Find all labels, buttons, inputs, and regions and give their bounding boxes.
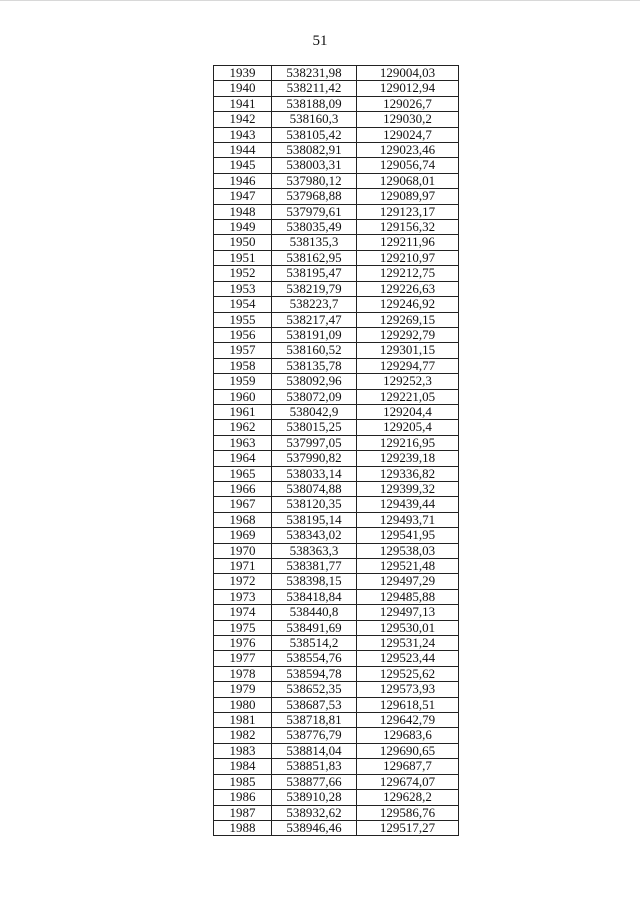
- year-cell: 1941: [214, 96, 272, 111]
- value-b-cell: 129336,82: [357, 466, 459, 481]
- value-a-cell: 538554,76: [272, 651, 357, 666]
- year-cell: 1967: [214, 497, 272, 512]
- year-cell: 1947: [214, 189, 272, 204]
- value-a-cell: 538015,25: [272, 420, 357, 435]
- year-cell: 1949: [214, 220, 272, 235]
- year-cell: 1976: [214, 636, 272, 651]
- table-body: [214, 66, 459, 836]
- value-a-cell: 538092,96: [272, 374, 357, 389]
- value-a-cell: 538514,2: [272, 636, 357, 651]
- year-cell: 1939: [214, 66, 272, 81]
- value-b-cell: 129687,7: [357, 759, 459, 774]
- value-b-cell: 129210,97: [357, 250, 459, 265]
- year-cell: 1973: [214, 589, 272, 604]
- value-b-cell: 129493,71: [357, 512, 459, 527]
- table-row: [214, 297, 459, 312]
- table-row: [214, 435, 459, 450]
- value-b-cell: 129156,32: [357, 220, 459, 235]
- year-cell: 1959: [214, 374, 272, 389]
- value-a-cell: 538217,47: [272, 312, 357, 327]
- table-row: [214, 728, 459, 743]
- table-row: [214, 66, 459, 81]
- year-cell: 1946: [214, 173, 272, 188]
- year-cell: 1966: [214, 481, 272, 496]
- year-cell: 1951: [214, 250, 272, 265]
- table-row: [214, 204, 459, 219]
- table-row: [214, 774, 459, 789]
- table-row: [214, 512, 459, 527]
- value-b-cell: 129690,65: [357, 743, 459, 758]
- year-cell: 1978: [214, 666, 272, 681]
- year-cell: 1986: [214, 790, 272, 805]
- year-cell: 1981: [214, 713, 272, 728]
- year-cell: 1983: [214, 743, 272, 758]
- year-cell: 1984: [214, 759, 272, 774]
- value-b-cell: 129439,44: [357, 497, 459, 512]
- table-row: [214, 112, 459, 127]
- table-row: [214, 374, 459, 389]
- value-b-cell: 129573,93: [357, 682, 459, 697]
- year-cell: 1960: [214, 389, 272, 404]
- value-a-cell: 538195,14: [272, 512, 357, 527]
- table-row: [214, 543, 459, 558]
- table-row: [214, 559, 459, 574]
- value-a-cell: 538135,78: [272, 358, 357, 373]
- value-a-cell: 538491,69: [272, 620, 357, 635]
- table-row: [214, 682, 459, 697]
- year-cell: 1969: [214, 528, 272, 543]
- year-cell: 1950: [214, 235, 272, 250]
- table-row: [214, 127, 459, 142]
- value-a-cell: 538851,83: [272, 759, 357, 774]
- table-row: [214, 636, 459, 651]
- table-row: [214, 666, 459, 681]
- table-row: [214, 358, 459, 373]
- value-b-cell: 129525,62: [357, 666, 459, 681]
- value-b-cell: 129541,95: [357, 528, 459, 543]
- table-row: [214, 651, 459, 666]
- value-a-cell: 538035,49: [272, 220, 357, 235]
- value-b-cell: 129239,18: [357, 451, 459, 466]
- value-a-cell: 537968,88: [272, 189, 357, 204]
- value-b-cell: 129294,77: [357, 358, 459, 373]
- year-cell: 1987: [214, 805, 272, 820]
- year-cell: 1961: [214, 404, 272, 419]
- value-a-cell: 538652,35: [272, 682, 357, 697]
- year-cell: 1944: [214, 143, 272, 158]
- table-row: [214, 697, 459, 712]
- value-b-cell: 129023,46: [357, 143, 459, 158]
- value-b-cell: 129485,88: [357, 589, 459, 604]
- table-row: [214, 81, 459, 96]
- value-b-cell: 129056,74: [357, 158, 459, 173]
- value-b-cell: 129586,76: [357, 805, 459, 820]
- value-a-cell: 538932,62: [272, 805, 357, 820]
- year-cell: 1962: [214, 420, 272, 435]
- value-a-cell: 538594,78: [272, 666, 357, 681]
- value-b-cell: 129216,95: [357, 435, 459, 450]
- table-row: [214, 481, 459, 496]
- value-a-cell: 538072,09: [272, 389, 357, 404]
- table-row: [214, 759, 459, 774]
- table-row: [214, 220, 459, 235]
- table-row: [214, 389, 459, 404]
- table-row: [214, 713, 459, 728]
- value-a-cell: 538160,3: [272, 112, 357, 127]
- year-cell: 1985: [214, 774, 272, 789]
- table-row: [214, 96, 459, 111]
- table-row: [214, 158, 459, 173]
- value-b-cell: 129517,27: [357, 820, 459, 835]
- year-cell: 1968: [214, 512, 272, 527]
- year-cell: 1963: [214, 435, 272, 450]
- value-a-cell: 538418,84: [272, 589, 357, 604]
- table-row: [214, 327, 459, 342]
- value-b-cell: 129618,51: [357, 697, 459, 712]
- table-row: [214, 266, 459, 281]
- value-b-cell: 129221,05: [357, 389, 459, 404]
- table-row: [214, 466, 459, 481]
- year-cell: 1964: [214, 451, 272, 466]
- year-cell: 1965: [214, 466, 272, 481]
- value-b-cell: 129211,96: [357, 235, 459, 250]
- value-a-cell: 538219,79: [272, 281, 357, 296]
- value-a-cell: 538718,81: [272, 713, 357, 728]
- table-row: [214, 620, 459, 635]
- value-b-cell: 129531,24: [357, 636, 459, 651]
- year-cell: 1988: [214, 820, 272, 835]
- year-cell: 1957: [214, 343, 272, 358]
- value-a-cell: 538082,91: [272, 143, 357, 158]
- value-a-cell: 538814,04: [272, 743, 357, 758]
- value-a-cell: 538776,79: [272, 728, 357, 743]
- value-b-cell: 129089,97: [357, 189, 459, 204]
- table-row: [214, 497, 459, 512]
- table-row: [214, 820, 459, 835]
- value-a-cell: 538363,3: [272, 543, 357, 558]
- table-row: [214, 250, 459, 265]
- value-b-cell: 129523,44: [357, 651, 459, 666]
- value-a-cell: 538440,8: [272, 605, 357, 620]
- year-cell: 1974: [214, 605, 272, 620]
- value-a-cell: 538381,77: [272, 559, 357, 574]
- value-b-cell: 129530,01: [357, 620, 459, 635]
- year-cell: 1940: [214, 81, 272, 96]
- value-b-cell: 129012,94: [357, 81, 459, 96]
- value-a-cell: 537997,05: [272, 435, 357, 450]
- table-row: [214, 143, 459, 158]
- value-a-cell: 538877,66: [272, 774, 357, 789]
- value-a-cell: 538042,9: [272, 404, 357, 419]
- value-b-cell: 129212,75: [357, 266, 459, 281]
- year-cell: 1971: [214, 559, 272, 574]
- table-row: [214, 790, 459, 805]
- coordinates-table: [213, 65, 459, 836]
- value-a-cell: 538191,09: [272, 327, 357, 342]
- table-row: [214, 528, 459, 543]
- value-b-cell: 129246,92: [357, 297, 459, 312]
- value-a-cell: 538211,42: [272, 81, 357, 96]
- table-row: [214, 451, 459, 466]
- year-cell: 1952: [214, 266, 272, 281]
- value-a-cell: 538231,98: [272, 66, 357, 81]
- value-a-cell: 538343,02: [272, 528, 357, 543]
- value-a-cell: 538946,46: [272, 820, 357, 835]
- value-b-cell: 129521,48: [357, 559, 459, 574]
- value-b-cell: 129674,07: [357, 774, 459, 789]
- table-row: [214, 589, 459, 604]
- table-row: [214, 189, 459, 204]
- scan-edge-line: [0, 0, 640, 1]
- year-cell: 1980: [214, 697, 272, 712]
- table-row: [214, 420, 459, 435]
- value-a-cell: 538135,3: [272, 235, 357, 250]
- table-row: [214, 281, 459, 296]
- table-row: [214, 312, 459, 327]
- value-b-cell: 129204,4: [357, 404, 459, 419]
- value-b-cell: 129226,63: [357, 281, 459, 296]
- value-a-cell: 538162,95: [272, 250, 357, 265]
- value-a-cell: 538188,09: [272, 96, 357, 111]
- value-a-cell: 538687,53: [272, 697, 357, 712]
- year-cell: 1943: [214, 127, 272, 142]
- year-cell: 1958: [214, 358, 272, 373]
- table-row: [214, 743, 459, 758]
- value-a-cell: 538160,52: [272, 343, 357, 358]
- year-cell: 1955: [214, 312, 272, 327]
- table-row: [214, 404, 459, 419]
- year-cell: 1956: [214, 327, 272, 342]
- value-b-cell: 129292,79: [357, 327, 459, 342]
- value-a-cell: 538910,28: [272, 790, 357, 805]
- value-a-cell: 537990,82: [272, 451, 357, 466]
- year-cell: 1979: [214, 682, 272, 697]
- value-a-cell: 538033,14: [272, 466, 357, 481]
- value-b-cell: 129252,3: [357, 374, 459, 389]
- value-b-cell: 129024,7: [357, 127, 459, 142]
- value-b-cell: 129628,2: [357, 790, 459, 805]
- value-b-cell: 129026,7: [357, 96, 459, 111]
- year-cell: 1948: [214, 204, 272, 219]
- value-b-cell: 129497,13: [357, 605, 459, 620]
- value-b-cell: 129269,15: [357, 312, 459, 327]
- table-row: [214, 805, 459, 820]
- value-b-cell: 129642,79: [357, 713, 459, 728]
- table-row: [214, 343, 459, 358]
- year-cell: 1954: [214, 297, 272, 312]
- year-cell: 1970: [214, 543, 272, 558]
- year-cell: 1942: [214, 112, 272, 127]
- value-b-cell: 129399,32: [357, 481, 459, 496]
- value-b-cell: 129497,29: [357, 574, 459, 589]
- value-a-cell: 538398,15: [272, 574, 357, 589]
- year-cell: 1972: [214, 574, 272, 589]
- value-a-cell: 537980,12: [272, 173, 357, 188]
- year-cell: 1975: [214, 620, 272, 635]
- value-a-cell: 538120,35: [272, 497, 357, 512]
- value-b-cell: 129205,4: [357, 420, 459, 435]
- value-b-cell: 129030,2: [357, 112, 459, 127]
- value-b-cell: 129683,6: [357, 728, 459, 743]
- value-a-cell: 538223,7: [272, 297, 357, 312]
- table-row: [214, 605, 459, 620]
- year-cell: 1982: [214, 728, 272, 743]
- value-b-cell: 129301,15: [357, 343, 459, 358]
- value-a-cell: 538074,88: [272, 481, 357, 496]
- value-b-cell: 129004,03: [357, 66, 459, 81]
- table-row: [214, 235, 459, 250]
- value-a-cell: 537979,61: [272, 204, 357, 219]
- value-a-cell: 538195,47: [272, 266, 357, 281]
- value-a-cell: 538105,42: [272, 127, 357, 142]
- table-row: [214, 574, 459, 589]
- table-row: [214, 173, 459, 188]
- value-b-cell: 129068,01: [357, 173, 459, 188]
- value-b-cell: 129538,03: [357, 543, 459, 558]
- value-a-cell: 538003,31: [272, 158, 357, 173]
- year-cell: 1977: [214, 651, 272, 666]
- year-cell: 1953: [214, 281, 272, 296]
- year-cell: 1945: [214, 158, 272, 173]
- value-b-cell: 129123,17: [357, 204, 459, 219]
- page-number: 51: [312, 33, 328, 49]
